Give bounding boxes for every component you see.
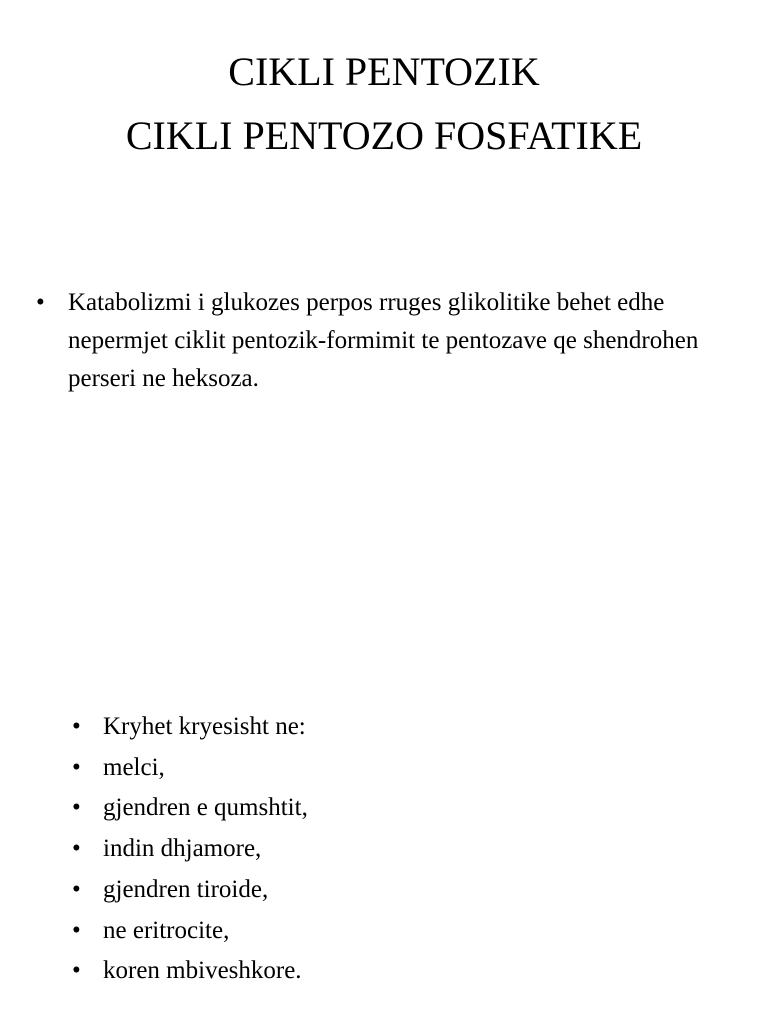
slide-title-line-1: CIKLI PENTOZIK [228,49,540,94]
list-item-text: gjendren tiroide, [103,875,269,903]
list-item-text: gjendren e qumshtit, [103,794,308,822]
list-item-text: Kryhet kryesisht ne: [103,713,306,740]
bullet-dot-icon: • [72,794,81,822]
bullet-dot-icon: • [36,289,45,316]
bullet-dot-icon: • [72,875,81,903]
list-item [72,911,672,952]
list-item [72,707,672,748]
intro-bullet [36,284,736,398]
slide-title-line-2: CIKLI PENTOZO FOSFATIKE [125,113,643,158]
list-item [72,870,672,911]
bullet-dot-icon: • [72,957,81,985]
list-item-text: melci, [103,753,165,781]
list-item [72,829,672,870]
bullet-dot-icon: • [72,713,81,740]
list-item [72,951,672,992]
bullet-dot-icon: • [72,916,81,944]
list-item-text: koren mbiveshkore. [103,957,302,985]
bullet-dot-icon: • [72,753,81,781]
list-item [72,788,672,829]
list-item-text: indin dhjamore, [103,835,262,863]
intro-bullet-text: Katabolizmi i glukozes perpos rruges glikolitike behet edhe nepermjet ciklit pentozik-formimit te pentozave qe shendrohen perseri ne heksoza. [68,289,699,392]
organ-list [72,707,672,992]
list-item [72,748,672,789]
list-item-text: ne eritrocite, [103,916,230,944]
bullet-dot-icon: • [72,835,81,863]
